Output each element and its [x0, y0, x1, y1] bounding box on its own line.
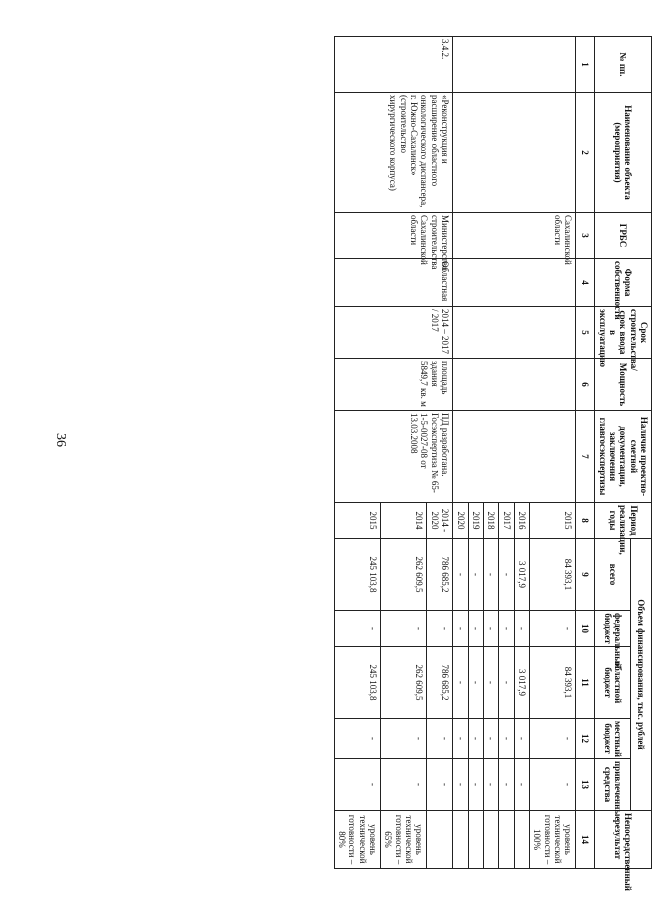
header-num: № пп.	[595, 37, 652, 93]
regional-cell: 245 103,8	[334, 647, 380, 719]
total-cell: -	[483, 539, 498, 611]
item-number: 3.4.2.	[334, 37, 452, 93]
regional-cell: 84 393,1	[529, 647, 575, 719]
result-cell	[514, 811, 529, 869]
header-row-top	[630, 37, 651, 869]
local-cell: -	[529, 719, 575, 759]
regional-cell: -	[453, 647, 468, 719]
col-number: 12	[576, 719, 595, 759]
col-number: 11	[576, 647, 595, 719]
total-cell: 84 393,1	[529, 539, 575, 611]
federal-cell: -	[499, 611, 514, 647]
header-local: местный бюджет	[595, 719, 631, 759]
regional-cell: -	[483, 647, 498, 719]
col-number: 13	[576, 759, 595, 811]
regional-cell: 786 685,2	[427, 647, 453, 719]
federal-cell: -	[468, 611, 483, 647]
col-number: 9	[576, 539, 595, 611]
result-cell	[468, 811, 483, 869]
col-number: 8	[576, 503, 595, 539]
federal-cell: -	[453, 611, 468, 647]
header-funding-group: Объем финансирования, тыс. рублей	[630, 539, 651, 811]
financing-table	[334, 36, 652, 891]
col-number: 7	[576, 411, 595, 503]
header-grbs: ГРБС	[595, 213, 652, 259]
attracted-cell: -	[514, 759, 529, 811]
year-cell: 2016	[514, 503, 529, 539]
local-cell: -	[381, 719, 427, 759]
result-cell: уровень технической готовности – 100%	[529, 811, 575, 869]
result-cell	[427, 811, 453, 869]
regional-cell: 262 609,5	[381, 647, 427, 719]
year-cell: 2014	[381, 503, 427, 539]
grbs-cell: Министерство строительства Сахалинской области	[334, 213, 452, 259]
header-ownership: Форма собственности	[595, 259, 652, 307]
year-cell: 2017	[499, 503, 514, 539]
year-cell: 2015	[529, 503, 575, 539]
local-cell: -	[334, 719, 380, 759]
header-capacity: Мощность	[595, 359, 652, 411]
rotated-table-container	[98, 36, 652, 891]
col-number: 6	[576, 359, 595, 411]
regional-cell: -	[468, 647, 483, 719]
year-cell: 2018	[483, 503, 498, 539]
attracted-cell: -	[334, 759, 380, 811]
local-cell: -	[453, 719, 468, 759]
year-cell: 2014 - 2020	[427, 503, 453, 539]
result-cell: уровень технической готовности – 65%	[381, 811, 427, 869]
header-total: всего	[595, 539, 631, 611]
local-cell: -	[499, 719, 514, 759]
attracted-cell: -	[529, 759, 575, 811]
local-cell: -	[468, 719, 483, 759]
col-number: 3	[576, 213, 595, 259]
header-period: Период реализации, годы	[595, 503, 652, 539]
federal-cell: -	[334, 611, 380, 647]
local-cell: -	[483, 719, 498, 759]
total-cell: 3 017,9	[514, 539, 529, 611]
local-cell: -	[514, 719, 529, 759]
header-attracted: привлеченные средства	[595, 759, 631, 811]
col-number: 10	[576, 611, 595, 647]
attracted-cell: -	[427, 759, 453, 811]
local-cell: -	[427, 719, 453, 759]
col-number: 14	[576, 811, 595, 869]
grbs-cell: Сахалинской области	[453, 213, 576, 259]
federal-cell: -	[483, 611, 498, 647]
header-result: Непосредственный результат	[595, 811, 652, 869]
header-term: Срок строительства/срок ввода в эксплуатацию	[595, 307, 652, 359]
total-cell: 786 685,2	[427, 539, 453, 611]
result-cell	[453, 811, 468, 869]
total-cell: -	[453, 539, 468, 611]
attracted-cell: -	[483, 759, 498, 811]
attracted-cell: -	[499, 759, 514, 811]
col-number: 2	[576, 93, 595, 213]
page-number: 36	[53, 433, 68, 447]
column-number-row	[576, 37, 595, 869]
regional-cell: 3 017,9	[514, 647, 529, 719]
header-federal: федеральный бюджет	[595, 611, 631, 647]
attracted-cell: -	[468, 759, 483, 811]
year-cell: 2015	[334, 503, 380, 539]
federal-cell: -	[514, 611, 529, 647]
docs-cell: ПД разработана. Госэкспертиза № 65-1-5-0027-08 от 13.03.2008	[334, 411, 452, 503]
result-cell	[499, 811, 514, 869]
ownership-cell: Областная	[334, 259, 452, 307]
federal-cell: -	[381, 611, 427, 647]
total-cell: -	[468, 539, 483, 611]
attracted-cell: -	[381, 759, 427, 811]
result-cell: уровень технической готовности – 80%	[334, 811, 380, 869]
capacity-cell: площадь здания 5849,7 кв. м	[334, 359, 452, 411]
header-name: Наименование объекта (мероприятия)	[595, 93, 652, 213]
col-number: 1	[576, 37, 595, 93]
header-docs: Наличие проектно-сметной документации, заключения главгосэкспертизы	[595, 411, 652, 503]
col-number: 4	[576, 259, 595, 307]
regional-cell: -	[499, 647, 514, 719]
col-number: 5	[576, 307, 595, 359]
total-cell: 245 103,8	[334, 539, 380, 611]
term-cell: 2014 – 2017 / 2017	[334, 307, 452, 359]
total-cell: 262 609,5	[381, 539, 427, 611]
attracted-cell: -	[453, 759, 468, 811]
result-cell	[483, 811, 498, 869]
table-row	[427, 37, 453, 869]
federal-cell: -	[427, 611, 453, 647]
table-row	[529, 37, 575, 869]
header-regional: областной бюджет	[595, 647, 631, 719]
federal-cell: -	[529, 611, 575, 647]
total-cell: -	[499, 539, 514, 611]
item-name: «Реконструкция и расширение областного онкологического диспансера, г. Южно-Сахалинск» (строительство хирургического корпуса)	[334, 93, 452, 213]
year-cell: 2020	[453, 503, 468, 539]
year-cell: 2019	[468, 503, 483, 539]
